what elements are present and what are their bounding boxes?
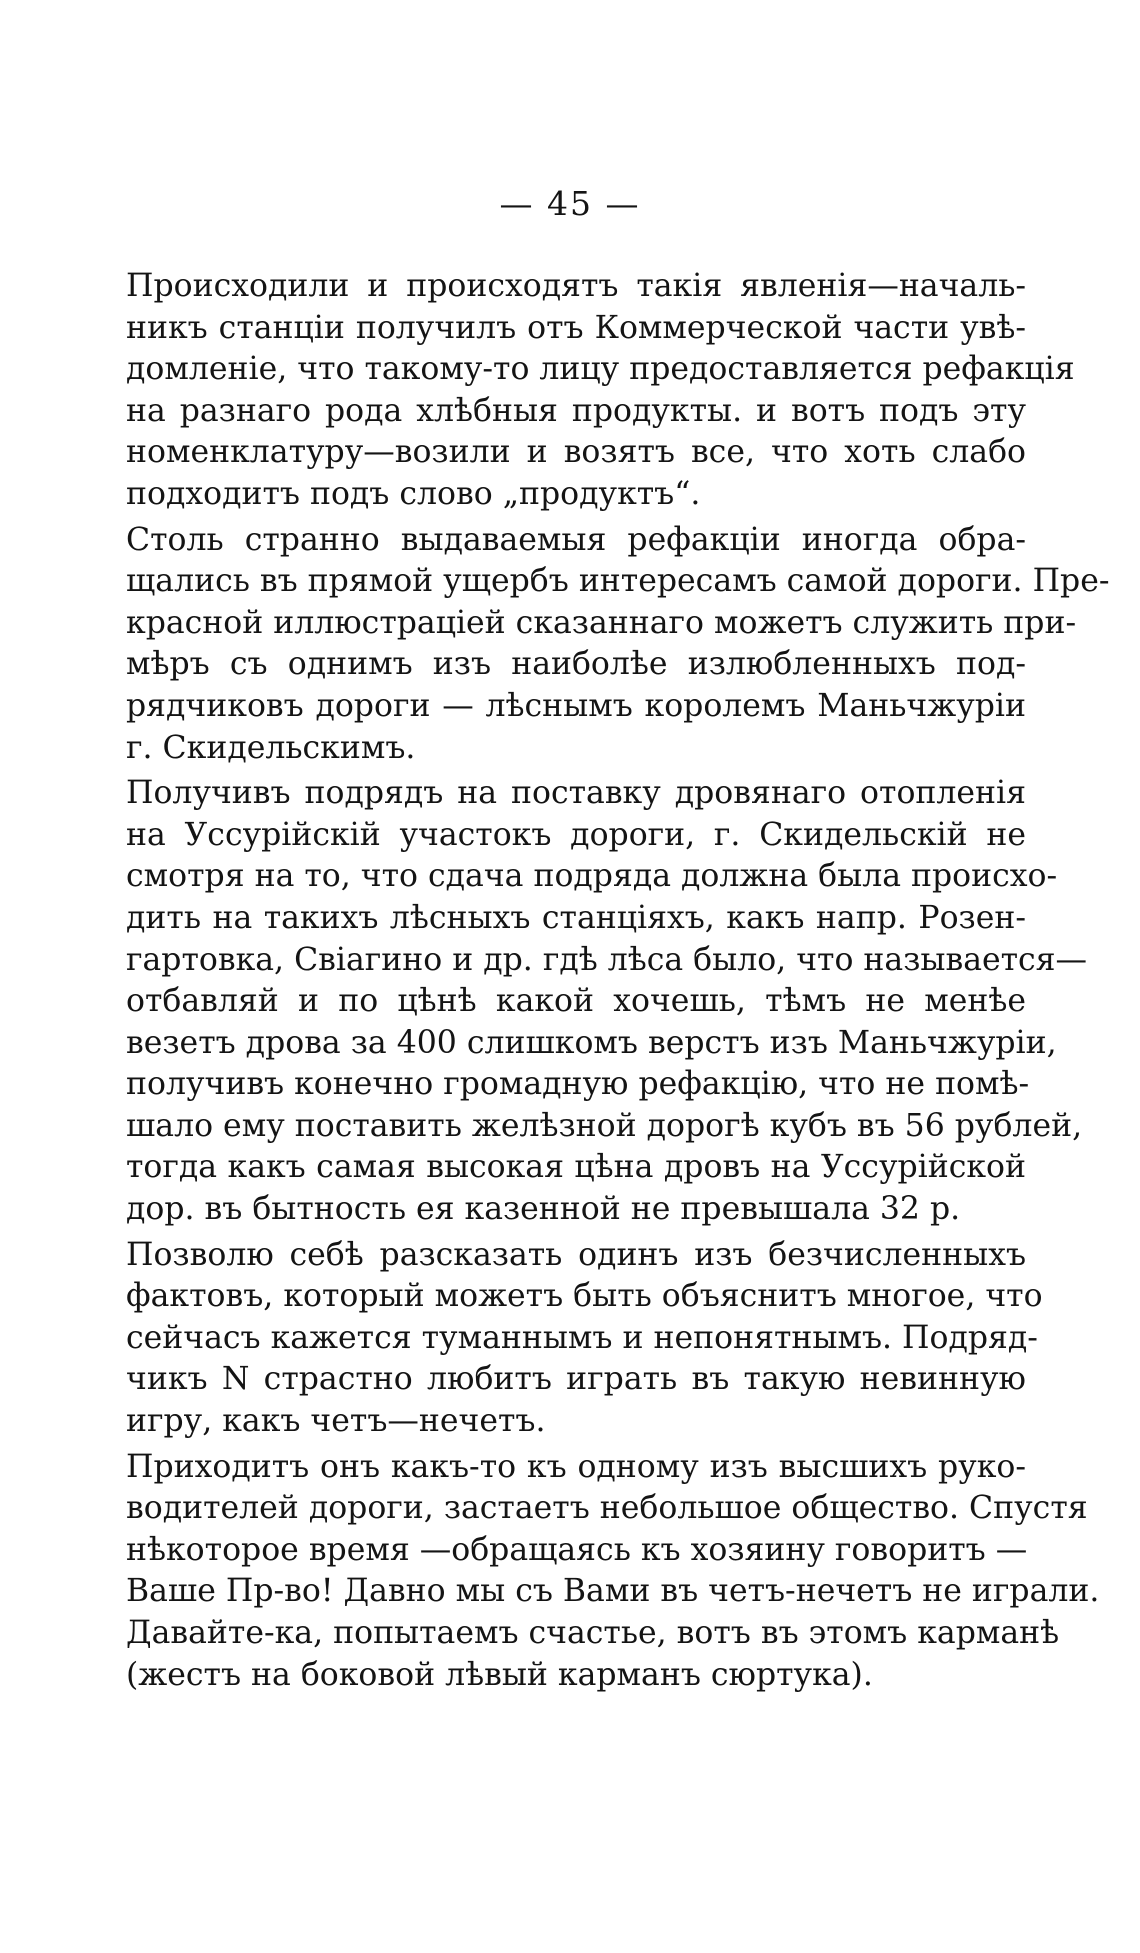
text-line: нѣкоторое время —обращаясь къ хозяину говоритъ — [126,1531,1028,1568]
text-line: домленіе, что такому-то лицу предоставляется рефакція [126,351,1075,388]
text-line: водителей дороги, застаетъ небольшое общество. Спустя [126,1490,1088,1527]
paragraph-3 [126,773,1088,1231]
text-line: шало ему поставить желѣзной дорогѣ кубъ въ 56 рублей, [126,1107,1083,1144]
text-line: отбавляй и по цѣнѣ какой хочешь, тѣмъ не менѣе [126,983,1026,1020]
page-body [126,266,1110,1700]
text-line: на Уссурійскій участокъ дороги, г. Скидельскій не [126,816,1026,853]
text-line: тогда какъ самая высокая цѣна дровъ на Уссурійской [126,1149,1026,1186]
text-line: фактовъ, который можетъ быть объяснитъ многое, что [126,1278,1043,1315]
text-line: дить на такихъ лѣсныхъ станціяхъ, какъ напр. Розен- [126,899,1026,936]
text-line: (жестъ на боковой лѣвый карманъ сюртука). [126,1656,873,1693]
text-line: Позволю себѣ разсказать одинъ изъ безчисленныхъ [126,1236,1026,1273]
text-line: красной иллюстраціей сказаннаго можетъ служить при- [126,604,1077,641]
text-line: щались въ прямой ущербъ интересамъ самой дороги. Пре- [126,563,1110,600]
paragraph-5 [126,1447,1100,1697]
text-line: г. Скидельскимъ. [126,729,416,766]
paragraph-2 [126,520,1110,770]
page-number: — 45 — [499,184,641,223]
paragraph-4 [126,1235,1043,1443]
text-line: гартовка, Свіагино и др. гдѣ лѣса было, что называется— [126,941,1088,978]
text-line: Получивъ подрядъ на поставку дровянаго отопленія [126,775,1026,812]
text-line: везетъ дрова за 400 слишкомъ верстъ изъ Маньчжуріи, [126,1024,1057,1061]
text-line: игру, какъ четъ—нечетъ. [126,1403,546,1440]
text-line: получивъ конечно громадную рефакцію, что не помѣ- [126,1066,1030,1103]
text-line: Приходитъ онъ какъ-то къ одному изъ высшихъ руко- [126,1448,1026,1485]
text-line: рядчиковъ дороги — лѣснымъ королемъ Маньчжуріи [126,687,1026,724]
text-line: номенклатуру—возили и возятъ все, что хоть слабо [126,434,1026,471]
text-line: чикъ N страстно любитъ играть въ такую невинную [126,1361,1026,1398]
text-line: Столь странно выдаваемыя рефакціи иногда обра- [126,521,1026,558]
text-line: мѣръ съ однимъ изъ наиболѣе излюбленныхъ под- [126,646,1026,683]
text-line: смотря на то, что сдача подряда должна была происхо- [126,858,1058,895]
text-line: Происходили и происходятъ такія явленія—началь- [126,268,1026,304]
text-line: сейчасъ кажется туманнымъ и непонятнымъ. Подряд- [126,1319,1038,1356]
text-line: никъ станціи получилъ отъ Коммерческой части увѣ- [126,309,1026,346]
text-line: дор. въ бытность ея казенной не превышала 32 р. [126,1191,961,1228]
text-line: на разнаго рода хлѣбныя продукты. и вотъ подъ эту [126,392,1026,429]
text-line: Ваше Пр-во! Давно мы съ Вами въ четъ-нечетъ не играли. [126,1573,1100,1610]
text-line: Давайте-ка, попытаемъ счастье, вотъ въ этомъ карманѣ [126,1615,1060,1651]
paragraph-1 [126,266,1075,516]
text-line: подходитъ подъ слово „продуктъ“. [126,475,701,512]
